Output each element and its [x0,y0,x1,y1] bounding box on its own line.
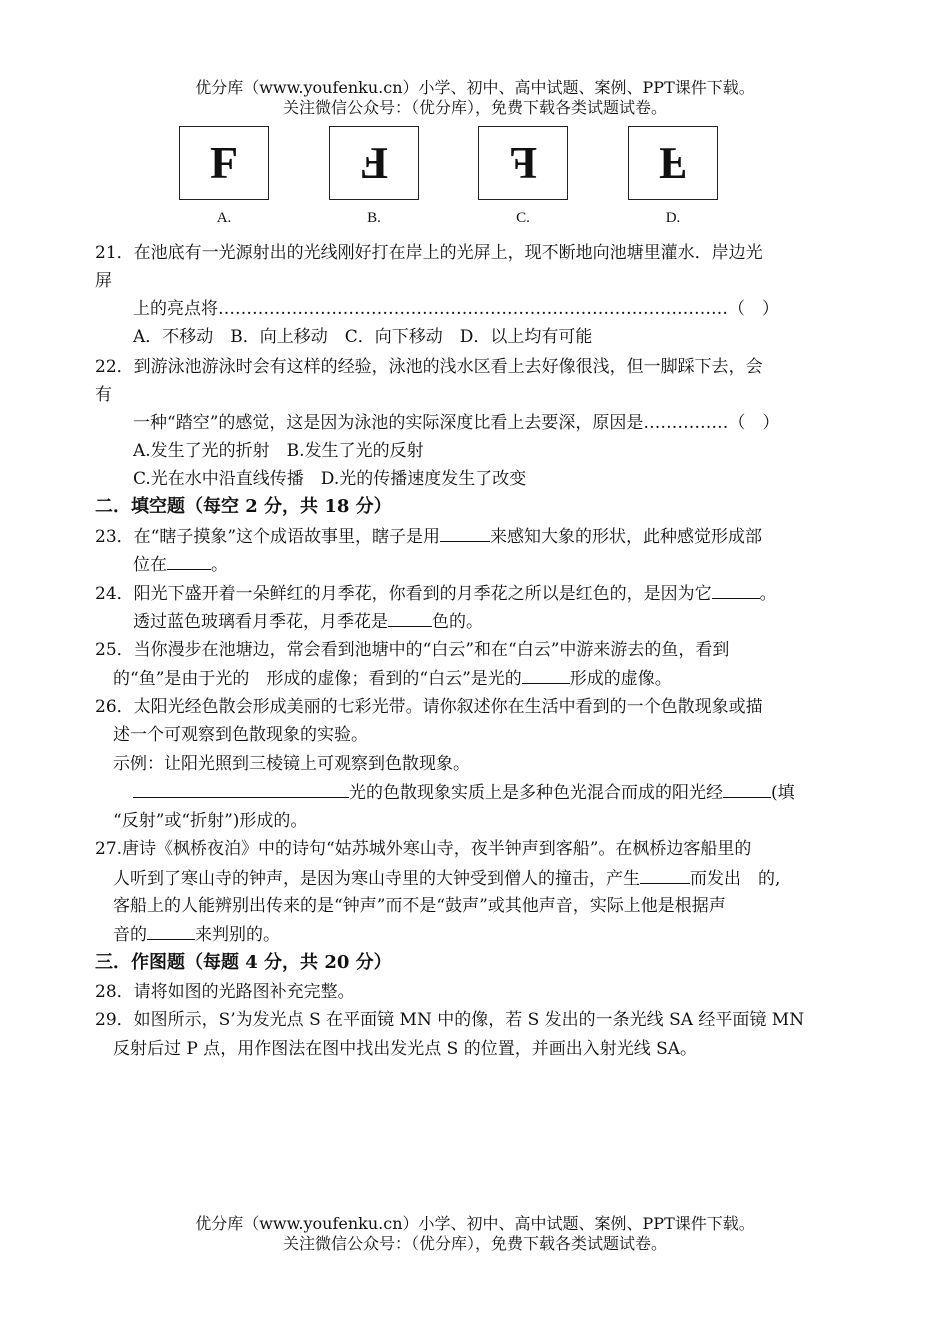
header-line-2: 关注微信公众号：（优分库），免费下载各类试题试卷。 [282,98,667,117]
q28-text: 28．请将如图的光路图补充完整。 [95,982,355,1002]
q27-line-4 [113,921,280,948]
q22-options-cd: C.光在水中沿直线传播 D.光的传播速度发生了改变 [133,469,527,489]
q25-line-2 [113,665,672,692]
q21-line-2: 上的亮点将………………………………………………………………………………（ ） [133,299,779,319]
q21-options: A．不移动 B．向上移动 C．向下移动 D．以上均有可能 [133,327,593,347]
q24-text-c: 透过蓝色玻璃看月季花，月季花是 [133,612,388,632]
figure-frame [478,126,568,200]
q27-line-1: 27.唐诗《枫桥夜泊》中的诗句“姑苏城外寒山寺，夜半钟声到客船”。在枫桥边客船里的 [95,839,752,859]
q24-text-d: 色的。 [432,612,483,632]
q24-line-2 [133,608,483,635]
section-3-title: 三．作图题（每题 4 分，共 20 分） [95,952,392,973]
q27-text-b: 而发出 的, [690,869,781,889]
q27-text-d: 来判别的。 [195,925,280,945]
figure-option-a [179,126,269,227]
q21-line-1-wrap: 屏 [95,271,112,291]
footer-line-2: 关注微信公众号：（优分库），免费下载各类试题试卷。 [282,1234,667,1253]
figure-letter: F [209,137,239,188]
q25-text-b: 形成的虚像。 [569,669,672,689]
q26-line-1: 26．太阳光经色散会形成美丽的七彩光带。请你叙述你在生活中看到的一个色散现象或描 [95,697,763,717]
figure-caption: D. [665,210,681,226]
q27-blank-2[interactable] [147,921,195,940]
figure-caption: C. [516,210,530,226]
q26-blank-1[interactable] [133,779,349,798]
q27-text-c: 音的 [113,925,147,945]
q26-line-2: 述一个可观察到色散现象的实验。 [113,725,368,745]
q23-blank-1[interactable] [440,523,490,542]
section-2-title: 二．填空题（每空 2 分，共 18 分） [95,496,392,517]
q27-line-2 [113,865,780,892]
q22-line-2: 一种“踏空”的感觉，这是因为泳池的实际深度比看上去要深，原因是……………（ ） [133,413,780,433]
figure-option-c [478,126,568,227]
q24-blank-2[interactable] [388,608,432,627]
q25-line-1: 25．当你漫步在池塘边，常会看到池塘中的“白云”和在“白云”中游来游去的鱼，看到 [95,640,730,660]
q23-text-a: 23．在“瞎子摸象”这个成语故事里，瞎子是用 [95,527,441,547]
header-line-1: 优分库（www.youfenku.cn）小学、初中、高中试题、案例、PPT课件下载。 [195,78,755,97]
q26-line-4 [133,779,795,806]
q23-blank-2[interactable] [167,551,211,570]
q26-blank-2[interactable] [723,779,771,798]
figure-frame [329,126,419,200]
q23-text-c: 位在 [133,555,167,575]
q23-text-b: 来感知大象的形状，此种感觉形成部 [490,527,763,547]
footer-line-1: 优分库（www.youfenku.cn）小学、初中、高中试题、案例、PPT课件下载。 [195,1214,755,1233]
q27-blank-1[interactable] [640,865,690,884]
figure-letter: F [359,138,389,189]
q22-line-1: 22．到游泳池游泳时会有这样的经验，泳池的浅水区看上去好像很浅，但一脚踩下去，会 [95,357,763,377]
q29-line-1: 29．如图所示，S’为发光点 S 在平面镜 MN 中的像，若 S 发出的一条光线 SA 经平面镜 MN [95,1010,805,1030]
q22-options-ab: A.发生了光的折射 B.发生了光的反射 [133,441,424,461]
q27-line-3: 客船上的人能辨别出传来的是“钟声”而不是“鼓声”或其他声音，实际上他是根据声 [113,896,726,916]
q29-line-2: 反射后过 P 点，用作图法在图中找出发光点 S 的位置，并画出入射光线 SA。 [113,1039,698,1059]
figure-frame [179,126,269,200]
q24-line-1 [95,580,777,607]
q24-blank-1[interactable] [712,580,760,599]
q26-text-b: (填 [771,783,795,803]
q25-text-a: 的“鱼”是由于光的 形成的虚像；看到的“白云”是光的 [113,669,522,689]
q26-text-a: 光的色散现象实质上是多种色光混合而成的阳光经 [349,783,723,803]
q25-blank[interactable] [522,665,570,684]
q26-line-5: “反射”或“折射”)形成的。 [113,811,308,831]
q24-text-a: 24．阳光下盛开着一朵鲜红的月季花，你看到的月季花之所以是红色的，是因为它 [95,584,712,604]
figure-caption: A. [216,210,232,226]
figure-option-b [329,126,419,227]
figure-frame [628,126,718,200]
q26-example: 示例：让阳光照到三棱镜上可观察到色散现象。 [113,754,470,774]
q21-line-1: 21．在池底有一光源射出的光线刚好打在岸上的光屏上，现不断地向池塘里灌水．岸边光 [95,243,763,263]
figure-option-d [628,126,718,227]
q22-line-1-wrap: 有 [95,385,112,405]
figure-caption: B. [367,210,381,226]
q23-line-1 [95,523,762,550]
figure-letter: F [658,138,688,189]
q24-text-b: 。 [759,584,777,604]
q23-line-2 [133,551,228,578]
q27-text-a: 人听到了寒山寺的钟声，是因为寒山寺里的大钟受到僧人的撞击，产生 [113,869,640,889]
q23-text-d: 。 [211,555,228,575]
figure-letter: F [508,137,538,188]
